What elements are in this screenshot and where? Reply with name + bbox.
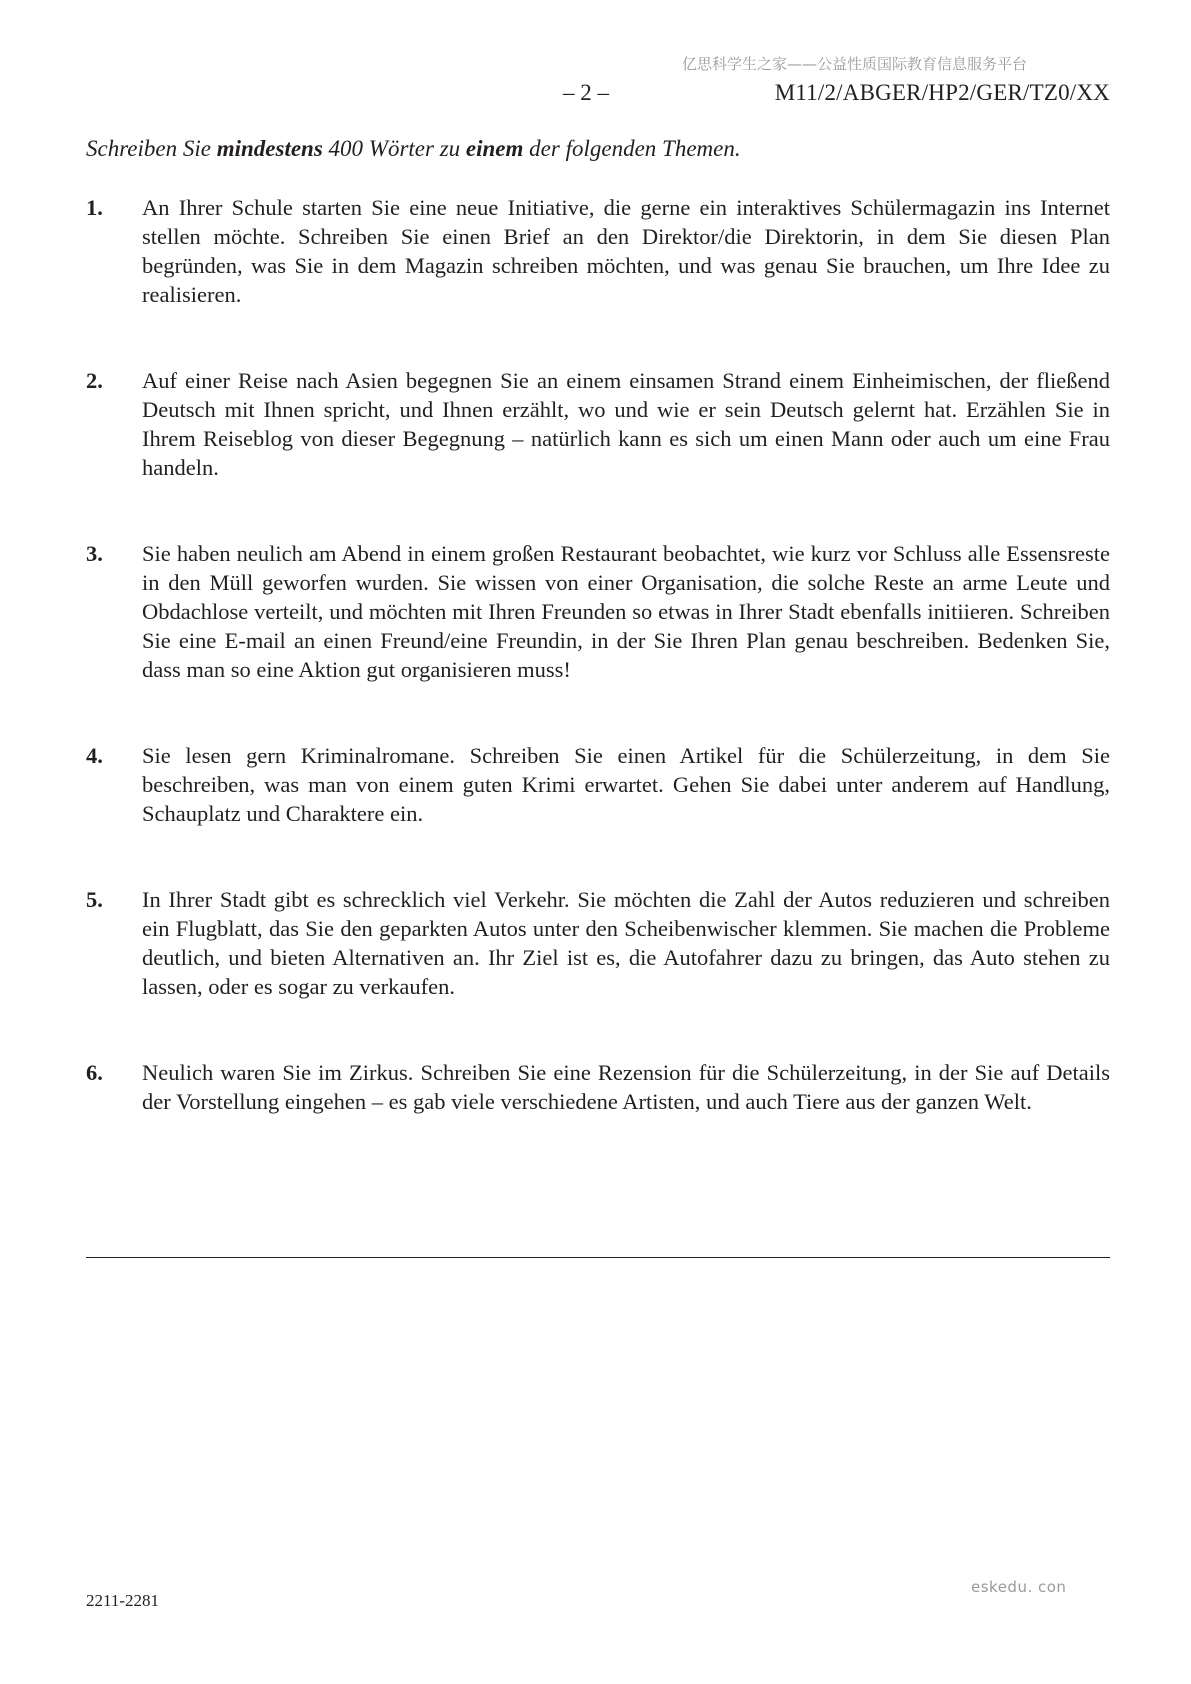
question-item-2 [86,366,1110,482]
question-text: Sie lesen gern Kriminalromane. Schreiben Sie einen Artikel für die Schülerzeitung, in dem Sie beschreiben, was man von einem guten Krimi erwartet. Gehen Sie dabei unter anderem auf Handlung, Schauplatz und Charaktere ein. [142,743,1110,826]
document-code: 2211-2281 [86,1591,160,1610]
question-number: 4. [86,743,103,768]
question-item-1 [86,193,1110,309]
horizontal-divider [86,1257,1110,1258]
instruction-text-3: der folgenden Themen. [523,136,741,161]
instruction [86,136,741,162]
page-number: – 2 – [563,80,609,105]
question-text: In Ihrer Stadt gibt es schrecklich viel Verkehr. Sie möchten die Zahl der Autos reduzieren und schreiben ein Flugblatt, das Sie den geparkten Autos unter den Scheibenwischer klemmen. Sie machen die Probleme deutlich, und bieten Alternativen an. Ihr Ziel ist es, die Autofahrer dazu zu bringen, das Auto stehen zu lassen, oder es sogar zu verkaufen. [142,887,1110,999]
question-item-4 [86,741,1110,828]
instruction-emphasis-2: einem [465,136,524,161]
question-number: 6. [86,1060,103,1085]
question-item-3 [86,539,1110,684]
watermark-bottom: eskedu. con [971,1578,1067,1596]
instruction-text-1: Schreiben Sie [86,136,217,161]
question-item-6 [86,1058,1110,1116]
question-number: 3. [86,541,103,566]
question-item-5 [86,885,1110,1001]
question-number: 1. [86,195,103,220]
question-number: 2. [86,368,103,393]
question-number: 5. [86,887,103,912]
instruction-text-2: 400 Wörter zu [322,136,466,161]
question-text: An Ihrer Schule starten Sie eine neue Initiative, die gerne ein interaktives Schülermagazin ins Internet stellen möchte. Schreiben Sie einen Brief an den Direktor/die Direktorin, in dem Sie diesen Plan begründen, was Sie in dem Magazin schreiben möchten, und was genau Sie brauchen, um Ihre Idee zu realisieren. [142,195,1110,307]
question-text: Sie haben neulich am Abend in einem großen Restaurant beobachtet, wie kurz vor Schluss alle Essensreste in den Müll geworfen wurden. Sie wissen von einer Organisation, die solche Reste an arme Leute und Obdachlose verteilt, und möchten mit Ihren Freunden so etwas in Ihrer Stadt ebenfalls initiieren. Schreiben Sie eine E-mail an einen Freund/eine Freundin, in der Sie Ihren Plan genau beschreiben. Bedenken Sie, dass man so eine Aktion gut organisieren muss! [142,541,1110,682]
question-text: Auf einer Reise nach Asien begegnen Sie an einem einsamen Strand einem Einheimischen, der fließend Deutsch mit Ihnen spricht, und Ihnen erzählt, wo und wie er sein Deutsch gelernt hat. Erzählen Sie in Ihrem Reiseblog von dieser Begegnung – natürlich kann es sich um einen Mann oder auch um eine Frau handeln. [142,368,1110,480]
watermark-top: 亿思科学生之家——公益性质国际教育信息服务平台 [682,55,1028,73]
question-text: Neulich waren Sie im Zirkus. Schreiben Sie eine Rezension für die Schülerzeitung, in der Sie auf Details der Vorstellung eingehen – es gab viele verschiedene Artisten, und auch Tiere aus der ganzen Welt. [142,1060,1110,1114]
question-list [86,193,1110,1173]
instruction-emphasis-1: mindestens [216,136,323,161]
exam-code: M11/2/ABGER/HP2/GER/TZ0/XX [774,80,1110,105]
